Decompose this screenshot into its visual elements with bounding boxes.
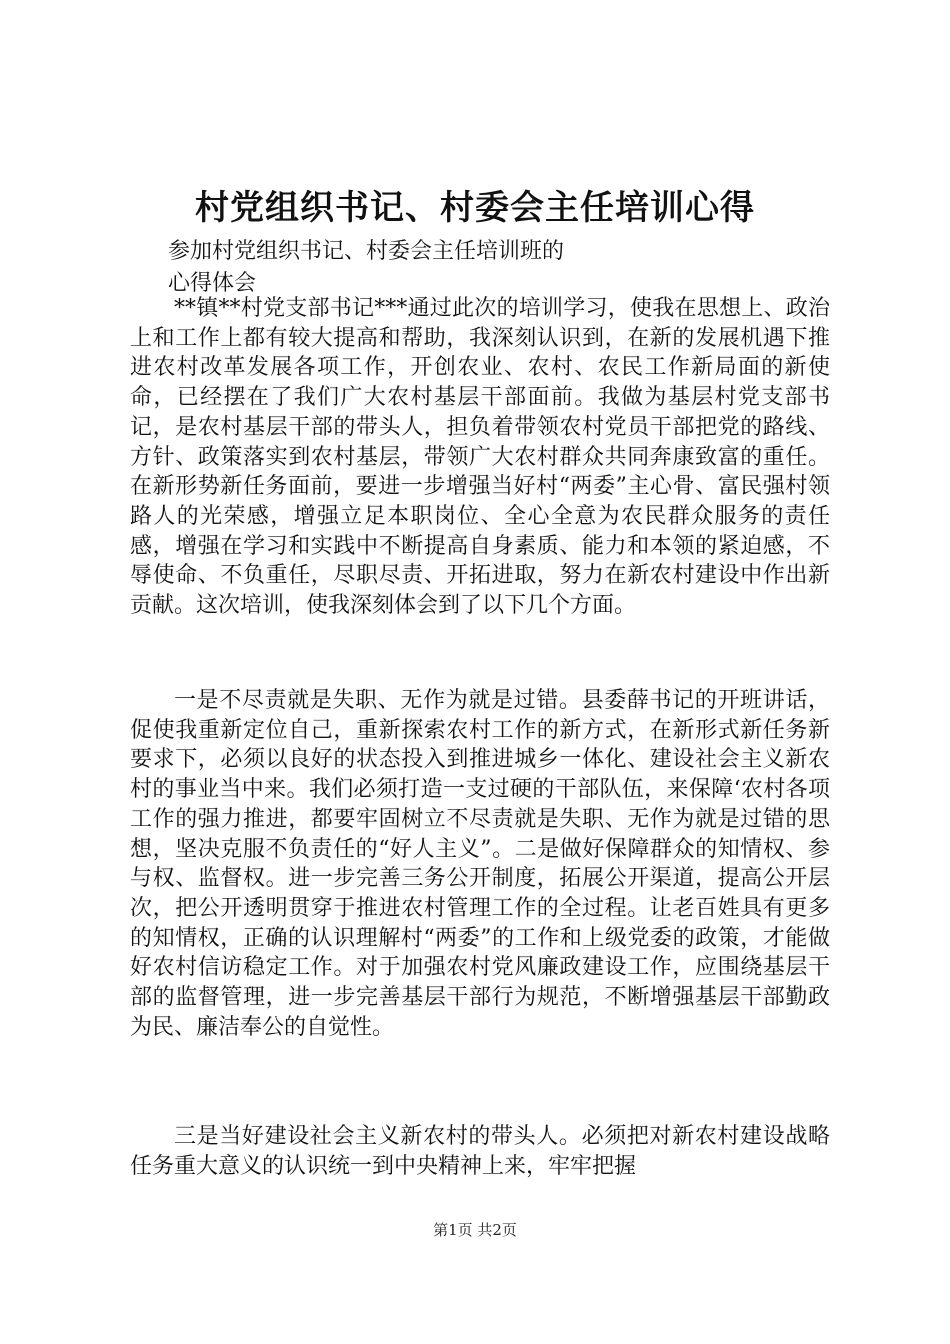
body-paragraph-point-one-two: 一是不尽责就是失职、无作为就是过错。县委薛书记的开班讲话，促使我重新定位自己，重新探索农村工作的新方式，在新形式新任务新要求下，必须以良好的状态投入到推进城乡一体化、建设社会主义新农村的事业当中来。我们必须打造一支过硬的干部队伍，来保障‘农村各项工作的强力推进，都要牢固树立不尽责就是失职、无作为就是过错的思想，坚决克服不负责任的“好人主义”。二是做好保障群众的知情权、参与权、监督权。进一步完善三务公开制度，拓展公开渠道，提高公开层次，把公开透明贯穿于推进农村管理工作的全过程。让老百姓具有更多的知情权，正确的认识理解村“两委”的工作和上级党委的政策，才能做好农村信访稳定工作。对于加强农村党风廉政建设工作，应围绕基层干部的监督管理，进一步完善基层干部行为规范，不断增强基层干部勤政为民、廉洁奉公的自觉性。 — [130, 688, 830, 1040]
document-subtitle — [168, 236, 564, 300]
body-paragraph-intro: **镇**村党支部书记***通过此次的培训学习，使我在思想上、政治上和工作上都有较大提高和帮助，我深刻认识到，在新的发展机遇下推进农村改革发展各项工作，开创农业、农村、农民工作新局面的新使命，已经摆在了我们广大农村基层干部面前。我做为基层村党支部书记，是农村基层干部的带头人，担负着带领农村党员干部把党的路线、方针、政策落实到农村基层，带领广大农村群众共同奔康致富的重任。在新形势新任务面前，要进一步增强当好村“两委”主心骨、富民强村领路人的光荣感，增强立足本职岗位、全心全意为农民群众服务的责任感，增强在学习和实践中不断提高自身素质、能力和本领的紧迫感，不辱使命、不负重任，尽职尽责、开拓进取，努力在新农村建设中作出新贡献。这次培训，使我深刻体会到了以下几个方面。 — [130, 296, 830, 619]
subtitle-line: 参加村党组织书记、村委会主任培训班的 — [168, 239, 565, 264]
document-title: 村党组织书记、村委会主任培训心得 — [195, 188, 755, 228]
page-footer: 第1页 共2页 — [433, 1221, 517, 1239]
subtitle-line: 心得体会 — [168, 271, 257, 296]
body-paragraph-point-three: 三是当好建设社会主义新农村的带头人。必须把对新农村建设战略任务重大意义的认识统一到中央精神上来，牢牢把握 — [130, 1124, 830, 1179]
